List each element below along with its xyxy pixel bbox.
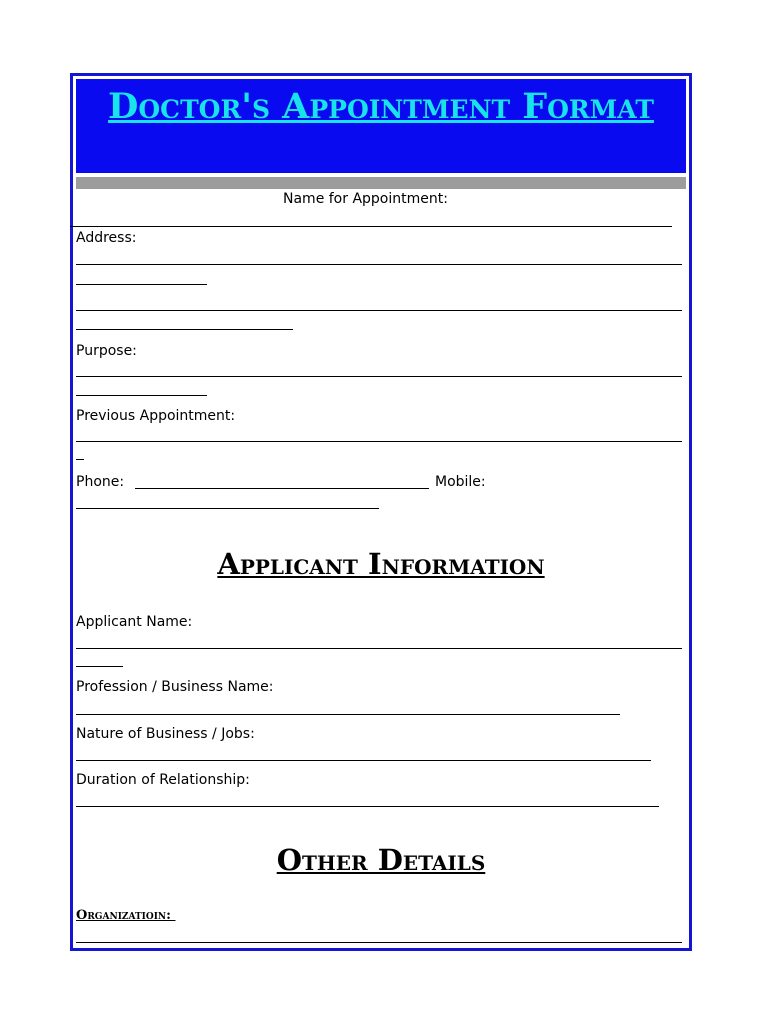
nature-of-business-line[interactable] bbox=[76, 760, 651, 761]
mobile-label: Mobile: bbox=[435, 474, 486, 490]
applicant-name-line-2[interactable] bbox=[76, 666, 123, 667]
purpose-line-1[interactable] bbox=[76, 376, 682, 377]
other-details-heading: Other Details bbox=[276, 843, 486, 877]
applicant-name-label: Applicant Name: bbox=[76, 614, 193, 630]
form-page bbox=[70, 73, 692, 951]
previous-appointment-label: Previous Appointment: bbox=[76, 408, 236, 424]
name-for-appointment-label: Name for Appointment: bbox=[283, 191, 448, 207]
title-banner bbox=[76, 79, 686, 173]
duration-line[interactable] bbox=[76, 806, 659, 807]
profession-line[interactable] bbox=[76, 714, 620, 715]
applicant-information-heading: Applicant Information bbox=[217, 547, 545, 581]
previous-appointment-line-2[interactable] bbox=[76, 459, 84, 460]
phone-line[interactable] bbox=[135, 488, 429, 489]
address-line-1[interactable] bbox=[76, 264, 682, 265]
duration-label: Duration of Relationship: bbox=[76, 772, 250, 788]
name-for-appointment-line[interactable] bbox=[70, 226, 672, 227]
profession-label: Profession / Business Name: bbox=[76, 679, 274, 695]
organization-line[interactable] bbox=[76, 942, 682, 943]
form-title: Doctor's Appointment Format bbox=[108, 86, 654, 127]
applicant-name-line-1[interactable] bbox=[76, 648, 682, 649]
previous-appointment-line-1[interactable] bbox=[76, 441, 682, 442]
address-line-3[interactable] bbox=[76, 310, 682, 311]
address-label: Address: bbox=[76, 230, 137, 246]
address-line-4[interactable] bbox=[76, 329, 293, 330]
address-line-2[interactable] bbox=[76, 284, 207, 285]
phone-label: Phone: bbox=[76, 474, 125, 490]
separator-bar bbox=[76, 177, 686, 189]
purpose-line-2[interactable] bbox=[76, 395, 207, 396]
nature-of-business-label: Nature of Business / Jobs: bbox=[76, 726, 255, 742]
organization-label: Organizatioin: bbox=[76, 908, 176, 923]
mobile-line[interactable] bbox=[76, 508, 379, 509]
purpose-label: Purpose: bbox=[76, 343, 137, 359]
